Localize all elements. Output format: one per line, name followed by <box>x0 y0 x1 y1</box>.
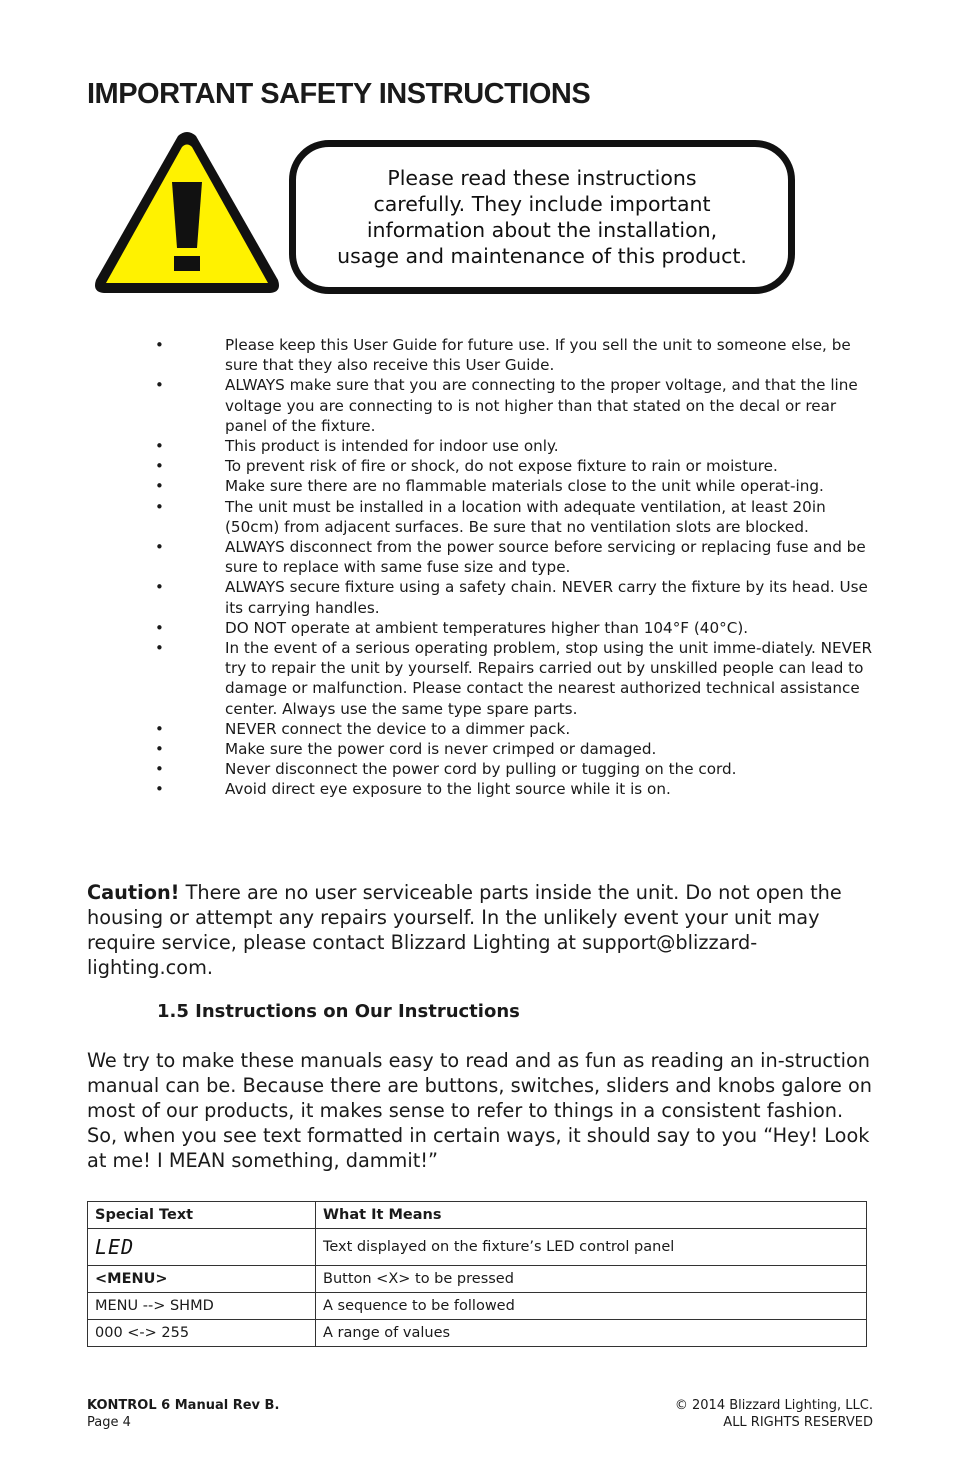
list-item: • Never disconnect the power cord by pulling or tugging on the cord. <box>150 759 880 779</box>
page-title: IMPORTANT SAFETY INSTRUCTIONS <box>87 78 591 110</box>
table-header-special-text: Special Text <box>88 1202 316 1229</box>
list-item: • Make sure the power cord is never crimped or damaged. <box>150 739 880 759</box>
footer-right <box>675 1397 873 1431</box>
caution-text: There are no user serviceable parts inside the unit. Do not open the housing or attempt any repairs yourself. In the unlikely event your unit may require service, please contact Blizzard Lighting at support@blizzard-lighting.com. <box>87 881 842 979</box>
section-heading: 1.5 Instructions on Our Instructions <box>157 1001 520 1022</box>
list-item: • To prevent risk of fire or shock, do not expose fixture to rain or moisture. <box>150 456 880 476</box>
list-item: • Avoid direct eye exposure to the light source while it is on. <box>150 779 880 799</box>
table-cell-meaning: Button <X> to be pressed <box>316 1266 867 1293</box>
table-row <box>88 1293 867 1320</box>
table-cell-special <box>88 1266 316 1293</box>
list-item: • ALWAYS secure fixture using a safety chain. NEVER carry the fixture by its head. Use its carrying handles. <box>150 577 880 617</box>
list-item: • ALWAYS make sure that you are connecting to the proper voltage, and that the line voltage you are connecting to is not higher than that stated on the decal or rear panel of the fixture. <box>150 375 880 436</box>
list-item: • Make sure there are no flammable materials close to the unit while operat-ing. <box>150 476 880 496</box>
footer-rights: ALL RIGHTS RESERVED <box>723 1415 873 1430</box>
caution-paragraph <box>87 880 877 980</box>
list-item: • DO NOT operate at ambient temperatures higher than 104°F (40°C). <box>150 618 880 638</box>
list-item: • This product is intended for indoor use only. <box>150 436 880 456</box>
safety-bullet-list <box>150 335 880 800</box>
table-row <box>88 1266 867 1293</box>
list-item: • ALWAYS disconnect from the power source before servicing or replacing fuse and be sure to replace with same fuse size and type. <box>150 537 880 577</box>
list-item: • NEVER connect the device to a dimmer pack. <box>150 719 880 739</box>
table-cell-meaning: Text displayed on the fixture’s LED control panel <box>316 1229 867 1266</box>
table-cell-special: 000 <-> 255 <box>88 1320 316 1347</box>
list-item: • The unit must be installed in a location with adequate ventilation, at least 20in (50cm) from adjacent surfaces. Be sure that no ventilation slots are blocked. <box>150 497 880 537</box>
footer-doc-title: KONTROL 6 Manual Rev B. <box>87 1398 280 1413</box>
menu-button-text: <MENU> <box>95 1271 168 1287</box>
table-header-row <box>88 1202 867 1229</box>
table-row <box>88 1320 867 1347</box>
footer-left <box>87 1397 279 1431</box>
led-display-text: LED <box>95 1235 135 1259</box>
table-cell-special <box>88 1229 316 1266</box>
table-cell-meaning: A range of values <box>316 1320 867 1347</box>
caution-label: Caution! <box>87 881 180 904</box>
warning-icon <box>92 130 282 296</box>
footer-copyright: © 2014 Blizzard Lighting, LLC. <box>674 1398 873 1413</box>
footer-page-number: Page 4 <box>87 1415 131 1430</box>
special-text-table <box>87 1201 867 1347</box>
notice-text: Please read these instructions carefully. They include important information about the installation, usage and maintenance of this product. <box>337 166 747 268</box>
read-instructions-notice <box>289 140 795 294</box>
table-cell-meaning: A sequence to be followed <box>316 1293 867 1320</box>
table-cell-special: MENU --> SHMD <box>88 1293 316 1320</box>
list-item: • In the event of a serious operating problem, stop using the unit imme-diately. NEVER try to repair the unit by yourself. Repairs carried out by unskilled people can lead to damage or malfunction. Please contact the nearest authorized technical assistance center. Always use the same type spare parts. <box>150 638 880 719</box>
list-item: • Please keep this User Guide for future use. If you sell the unit to someone else, be sure that they also receive this User Guide. <box>150 335 880 375</box>
table-row <box>88 1229 867 1266</box>
table-header-meaning: What It Means <box>316 1202 867 1229</box>
section-body: We try to make these manuals easy to read and as fun as reading an in-struction manual can be. Because there are buttons, switches, sliders and knobs galore on most of our products, it makes sense to refer to things in a consistent fashion. So, when you see text formatted in certain ways, it should say to you “Hey! Look at me! I MEAN something, dammit!” <box>87 1049 872 1172</box>
